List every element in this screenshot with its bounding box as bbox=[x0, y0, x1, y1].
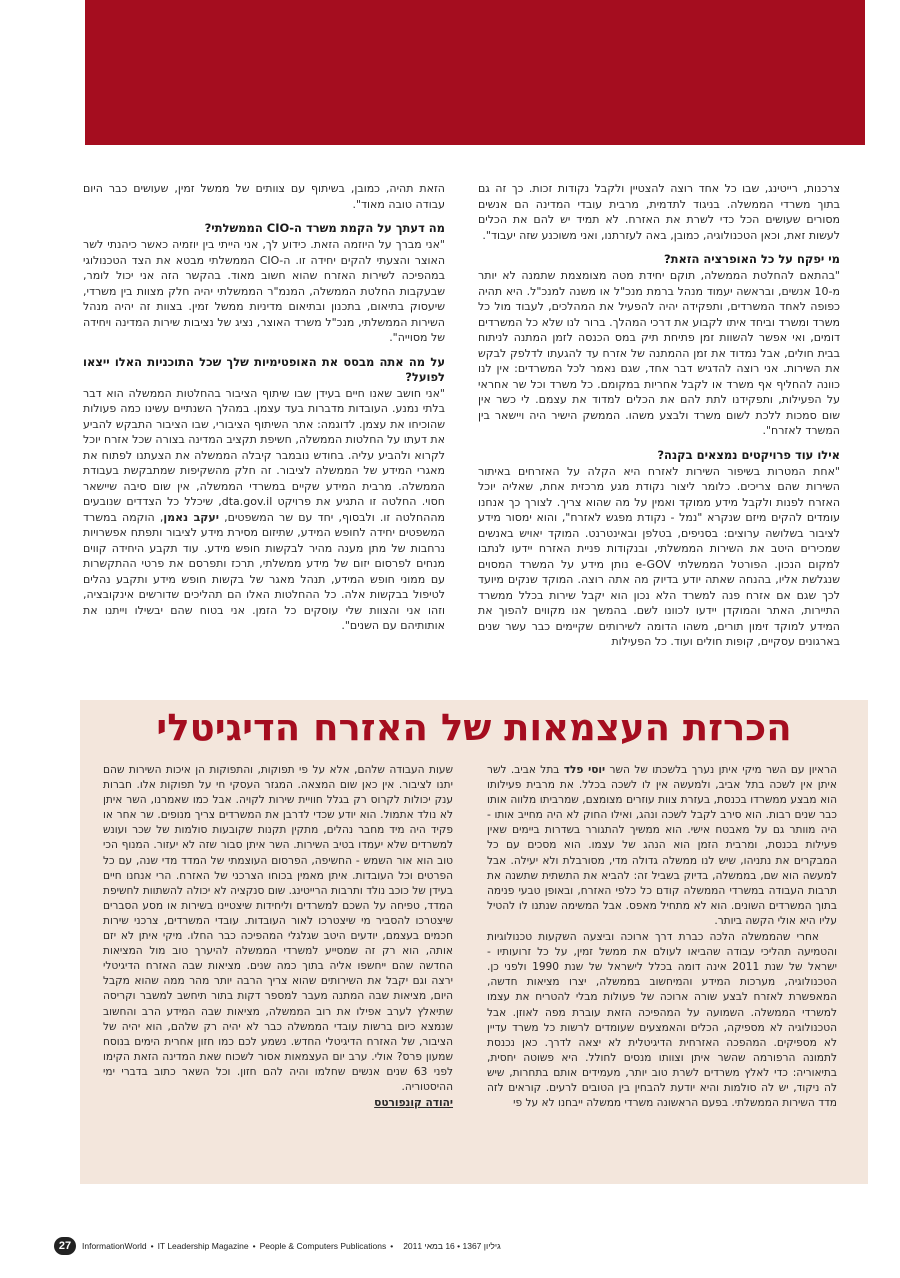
article-column-right bbox=[478, 181, 840, 650]
person-name: יוסי פלד bbox=[563, 764, 606, 776]
paragraph: "בהתאם להחלטת הממשלה, תוקם יחידת מטה מצומצמת שתמנה לא יותר מ-10 אנשים, ובראשה יעמוד מנהל ברמת מנכ"ל או משנה למנכ"ל. היא תהיה כפופה לאחד המשרדים, ותפקידה יהיה להפעיל את המהלכים, לעבוד מול כל משרד ומשרד וביחד איתו לקבוע את דרכי המהלך. ברור לנו שלא כל המשרדים דומים, ואי אפשר להשוות זמן פתיחת תיק במס הכנסה לזמן המתנה לניתוח בבית חולים, אבל נמדוד את זמן ההמתנה של אזרח עד להגעתו לדלפק לבקש את השירות. אני רוצה להדגיש דבר אחד, שגם נאמר לכל המשרדים: אין לנו כוונה להחליף אף משרד או לקבל אחריות במקומם. כל משרד וכל שר אחראי על הפעילות, ותפקידנו לתת להם את הכלים למדוד את עצמם. לי כשר אין שום סמכות ללכת לשום משרד ולבצע משהו. הממשק הישיר היה ויישאר בין המשרד לאזרח". bbox=[478, 269, 840, 437]
publication-name: InformationWorld bbox=[82, 1241, 147, 1251]
publication-name: IT Leadership Magazine bbox=[157, 1241, 249, 1251]
paragraph bbox=[83, 386, 445, 634]
paragraph: הזאת תהיה, כמובן, בשיתוף עם צוותים של ממשל זמין, שעושים כבר היום עבודה טובה מאוד". bbox=[83, 182, 445, 211]
author-byline: יהודה קונפורטס bbox=[374, 1097, 453, 1110]
sidebar-column-right bbox=[487, 763, 837, 1112]
article-column-left bbox=[83, 181, 445, 634]
top-banner bbox=[85, 0, 865, 145]
text-run: "אני חושב שאנו חיים בעידן שבו שיתוף הציבור בהחלטות הממשלה הוא דבר בלתי נמנע. העובדות מדברות בעד עצמן. במהלך השנתיים עשינו כמה פעולות שהוכיחו את עצמן. לדוגמה: אתר השיתוף הציבורי, שבו הציבור התבקש להביע את דעתו על החלטות הממשלה, חשיפת תקציב המדינה בצורה שכל אזרח יוכל לקרוא ולהביע עליה. בחודש נובמבר קיבלה הממשלה את הצעתנו לפתוח את מאגרי המידע של הממשלה לציבור. זה חלק מהשקיפות שמתבקשת בעבודת הממשלה. מרבית המידע שקיים במשרדי הממשלה, אין שום סיבה שיישאר חסוי. החלטה זו התגיע את פרויקט dta.gov.il, שיכלל כל הצדדים שנובעים מההחלטה זו. ולבסוף, יחד עם שר המשפטים, bbox=[83, 386, 445, 524]
paragraph bbox=[487, 763, 837, 929]
paragraph: אחרי שהממשלה הלכה כברת דרך ארוכה וביצעה השקעות טכנולוגיות והטמיעה תהליכי עבודה שהביאו לעולם את ממשל זמין, על כל זרועותיו - ישראל של שנת 2011 אינה דומה בכלל לישראל של שנת 1990 ולפני כן. הטכנולוגיה, מערכות המידע והמיחשוב בממשלה, יצרו מציאות חדשה, המאפשרת לאזרח לבצע שורה ארוכה של פעולות מבלי להטריח את עצמו למשרדי הממשלה. השמועה על המהפיכה הזאת עוברת מפה לאוזן. אבל הטכנולוגיה לא מספיקה, הכלים והאמצעים שעומדים לרשות כל משרד עדיין לא מספיקים. המהפכה האזרחית הדיגיטלית לא יצאה לדרך. כאן נכנסת לתמונה הרפורמה שהשר איתן וצוותו מנסים לחולל. היא פשוטה יחסית, בתיאוריה: כדי לאלץ משרדים לשרת טוב יותר, מעמידים אותם בתחרות, שיש לה ניקוד, יש לה סולמות והיא יודעת להבחין בין הטובים לרעים. קוראים לזה מדד השירות הממשלתי. בפעם הראשונה משרדי ממשלה ייבחנו לא על פי bbox=[487, 931, 837, 1110]
paragraph: שעות העבודה שלהם, אלא על פי תפוקות, והתפוקות הן איכות השירות שהם יתנו לציבור. אין כאן שום המצאה. המגזר העסקי חי על תפוקות אלו. חברות ענק יכולות לקרוס רק בגלל חוויית שירות לקויה. אבל כמו שאמרנו, השר איתן לא נולד אתמול. הוא יודע שכדי לדרבן את המשרדים צריך מנופים. שר אחר או פקיד היה מיד מחבר נהלים, מתקין תקנות שקובעות סולמות של שכר ועונש למשרדים שלא יעמדו בטיב השירות. השר איתן סבור שזה לא יעזור. המנוף הכי טוב הוא אור השמש - החשיפה, הפרסום העוצמתי של המדד מדי שנה, עם כל הפרטים וכל העובדות. איתן מאמין בכוחו הצרכני של האזרח. הרי אנחנו חיים בעידן של כוכב נולד ותרבות הרייטינג. שום סנקציה לא יכולה להשתוות לחשיפת המדד, טפיחה על השכם למשרדים וליחידות שיצטיינו בשירות או מסע הסברים שיצטרכו להסביר מי שיצטרכו לאור העובדות. עובדי המשרדים, צרכני שירות חכמים בעצמם, יודעים היטב שגלגלי המהפיכה כבר החלו. מיקי איתן לא יזם אותה, הוא רק זה שמסייע למשרדי הממשלה להיערך טוב מול המציאות החדשה שהם ייחשפו אליה בתוך כמה שנים. מציאות שבה האזרח הדיגיטלי ירצה וגם יקבל את השירותים שהוא צריך הרבה יותר מהר ממה שהוא מקבל היום, מציאות שבה המתנה מעבר למספר דקות בתור תיחשב למשבר וקריסה שתיאלץ לערב אפילו את רוב הממשלה, מציאות שבה המידע הרב והחשוב שנמצא כיום ברשות עובדי הממשלה כבר לא יהיה רק שלהם, הוא יהיה של הציבור, של האזרח הדיגיטלי החדש. נשמע לכם כמו חזון אחרית הימים בנוסח שמעון פרס? אולי. ערב יום העצמאות אסור לשכוח שאת המדינה הזאת הקימו לפני 63 שנים אנשים שחלמו והיה להם חזון. וכל השאר כתוב בדברי ימי ההיסטוריה. bbox=[103, 764, 453, 1093]
text-run: בתל אביב. לשר איתן אין לשכה בתל אביב, ולמעשה אין לו לשכה בכלל. את מרבית פעילותו הוא מבצע ממשרדו בכנסת, בעזרת צוות עוזרים מצומצם, שמרביתו מלווה אותו כבר שנים רבות. הוא סירב לקבל לשכה ונהג, ואילו החוק לא היה מחייב אותו - היה מוותר גם על מאבטח אישי. הוא ממשיך להתגורר בשדרות ביימים שאין פעילות בכנסת, ומרבית הזמן הוא הנהג של עצמו. הוא מסכים עם כל המבקרים את נתניהו, שיש לנו ממשלה גדולה מדי, מסורבלת ולא יעילה. אבל למעשה הוא שם, בממשלה, בדיוק בשביל זה: להביא את התשתית שתשנה את תרבות העבודה במשרדי הממשלה קודם כל כלפי האזרח, ובאופן טבעי פנימה בתוך המשרדים השונים. הוא לא מתחיל מאפס. אבל המשימה שנתנו לו להטיל עליו היא אולי הקשה ביותר. bbox=[487, 764, 837, 927]
question-heading: מי יפקח על כל האופרציה הזאת? bbox=[663, 252, 840, 266]
text-run: , הוקמה במשרד המשפטים יחידה לחופש המידע, שתיזום מסירת מידע לציבור ותפתח אפשרויות נרחבות של מתן מענה מהיר לבקשות חופש מידע. עוד תקבע היחידה קווים מנחים לפרסום יזום של מידע ממשלתי, תרכז ותפרסם את פרטי ההתקשרות עם ממוני חופש המידע, תנהל מאגר של בקשות חופש מידע ותקבע נהלים לטיפול בבקשות אלה. כל ההחלטות האלו הם תהליכים שדורשים אינקובציה, וזהו אני והצוות שלי עוסקים כל הזמן. אני בטוח שהם יבשילו וייתנו את אותותיהם עם השנים". bbox=[83, 510, 445, 632]
person-name: יעקב נאמן bbox=[163, 510, 219, 524]
page-footer bbox=[40, 1237, 510, 1255]
question-heading: אילו עוד פרויקטים נמצאים בקנה? bbox=[657, 447, 840, 462]
sidebar-column-left bbox=[103, 763, 453, 1112]
bullet-separator: • bbox=[150, 1241, 154, 1251]
text-run: הראיון עם השר מיקי איתן נערך בלשכתו של השר bbox=[605, 764, 837, 776]
paragraph: "אחת המטרות בשיפור השירות לאזרח היא הקלה על האזרחים באיתור השירות שהם צריכים. כלומר ליצור נקודת מגע מרכזית אחת, שאליה יוכל האזרח לפנות ולקבל מידע ממוקד ואמין על מה שהוא צריך. לצורך כך אנחנו עומדים להקים מיזם שנקרא "נמל - נקודת מפגש לאזרח", והוא ימסור מידע לציבור בשלושה ערוצים: בסניפים, בטלפן ובאינטרנט. המוקד יאויש באנשים שמכירים היטב את השירות הממשלתי, ובנקודות פניית האזרח יידעו לנתבו למקום הנכון. הפורטל הממשלתי e-GOV נותן מידע על המשרד המסוים שנגלשת אליו, בהנחה שאתה יודע בדיוק מה אתה רוצה. המוקד שנקים מיועד לכך שגם אם אזרח פנה למשרד הלא נכון הוא יקבל שירות בכלל ממשרד התיירות, האתר והמוקדן יידעו לכוונו לשם. בהמשך אנו מקווים להפוך את המידע למוקד זימון תורים, משהו הדומה לשירותים שקיימים כבר עשר שנים בארגונים עסקיים, קופות חולים ועוד. כל הפעילות bbox=[478, 464, 840, 648]
page-number: 27 bbox=[54, 1237, 76, 1255]
bullet-separator: • bbox=[390, 1241, 394, 1251]
question-heading: על מה אתה מבסס את האופטימיות שלך שכל התוכניות האלו ייצאו לפועל? bbox=[83, 354, 445, 384]
paragraph: צרכנות, רייטינג, שבו כל אחד רוצה להצטיין ולקבל נקודות זכות. כך זה גם בתוך משרדי הממשלה. בניגוד לתדמית, מרבית עובדי המדינה הם אנשים מסורים שעושים הכל כדי לשרת את האזרח. לא תמיד יש להם את הכלים לעשות זאת, וכאן הטכנולוגיה, כמובן, באה לעזרתנו, ואני משוכנע שזה יעבוד". bbox=[478, 182, 840, 242]
bullet-separator: • bbox=[252, 1241, 256, 1251]
issue-info: גיליון 1367 • 16 במאי 2011 bbox=[403, 1241, 501, 1251]
sidebar-title: הכרזת העצמאות של האזרח הדיגיטלי bbox=[156, 706, 792, 749]
publication-name: People & Computers Publications bbox=[259, 1241, 387, 1251]
question-heading: מה דעתך על הקמת משרד ה-CIO הממשלתי? bbox=[204, 221, 445, 235]
paragraph: "אני מברך על היוזמה הזאת. כידוע לך, אני הייתי בין יוזמיה כאשר כיהנתי לשר האוצר והצעתי להקים יחידה זו. ה-CIO הממשלתי מבטא את הצד הטכנולוגי במהפיכה לשירות האזרח שהוא חשוב מאוד. בהקשר הזה אני יכול לומר, שבעקבות החלטת הממשלה, המנמ"ר הממשלתי יהיה חלק מצוות בין משרדי, שיעסוק בתיאום, בתכנון ובתיאום מדיניות ממשל זמין. בצוות זה יהיה מנהל השירות הממשלתי, מנכ"ל משרד האוצר, נציג של נציבות שירות המדינה ויחידה של מסוייה". bbox=[83, 238, 446, 344]
